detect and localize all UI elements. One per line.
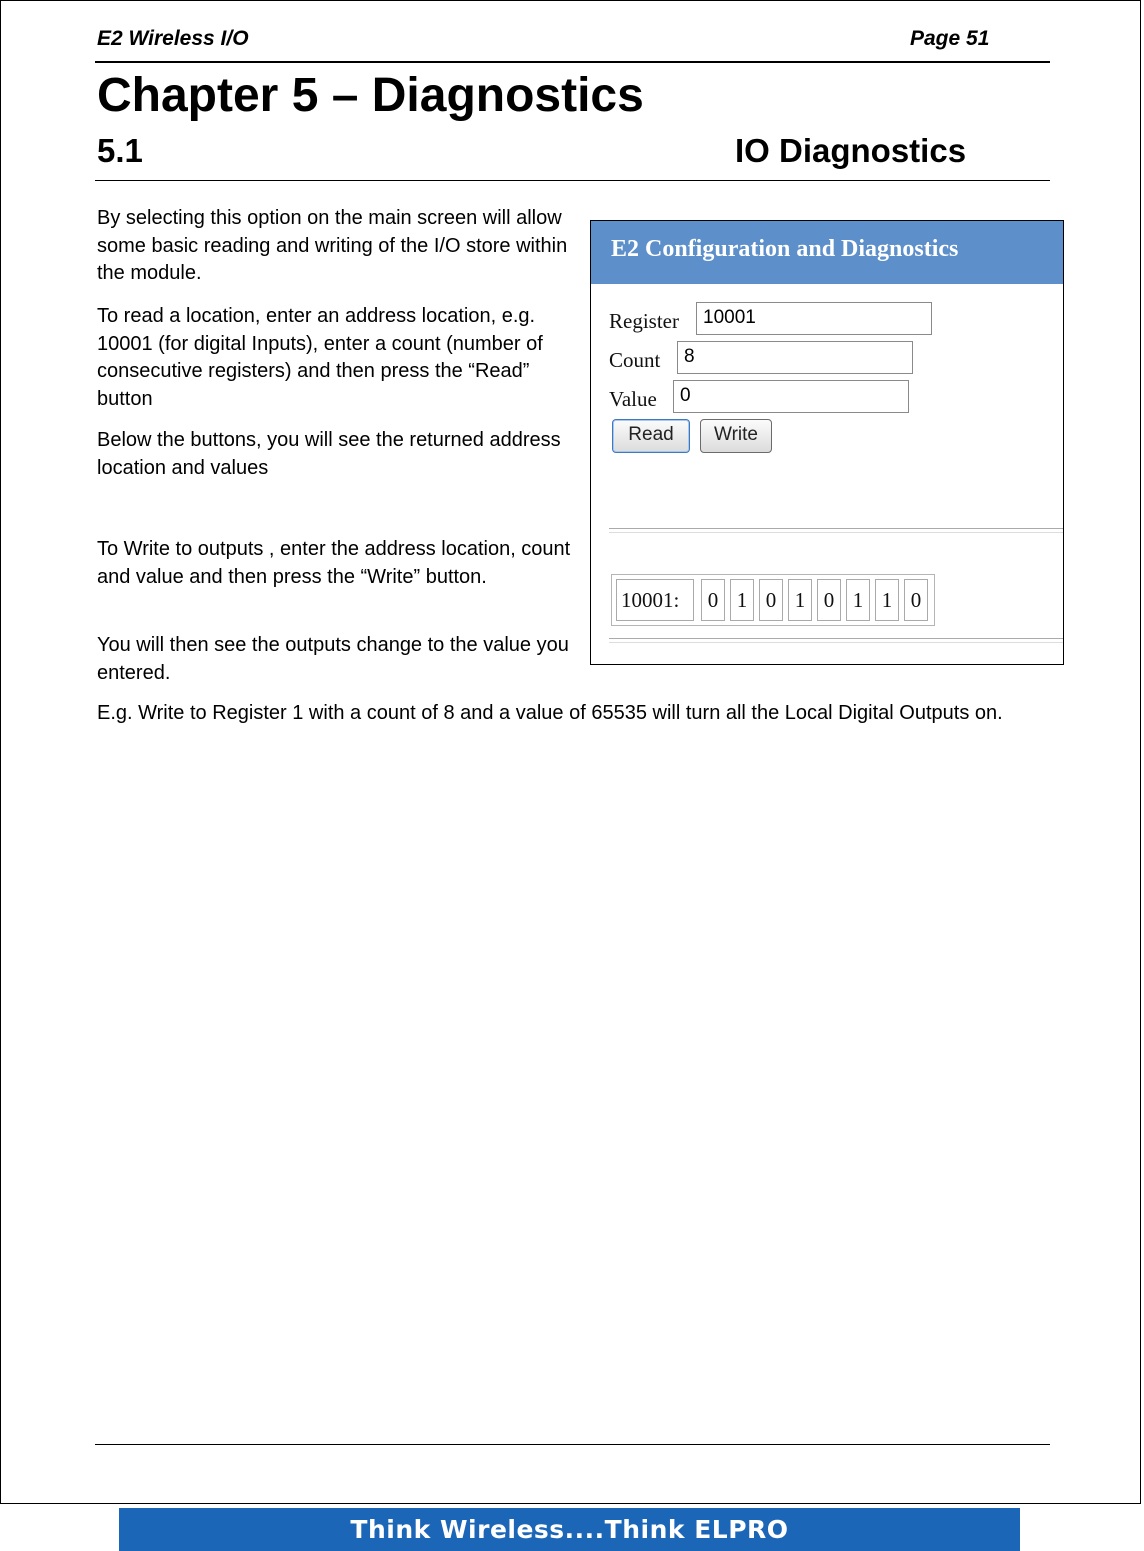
header-doc-title: E2 Wireless I/O (97, 27, 249, 50)
chapter-title: Chapter 5 – Diagnostics (97, 69, 644, 122)
result-value: 0 (904, 579, 928, 621)
result-value: 0 (759, 579, 783, 621)
count-label: Count (609, 348, 661, 372)
header-page-number: Page 51 (910, 27, 990, 50)
read-button[interactable]: Read (612, 419, 690, 453)
paragraph-read: To read a location, enter an address location, e.g. 10001 (for digital Inputs), enter a count (number of consecutive registers) and then press the “Read” button (97, 305, 543, 410)
footer-rule (95, 1444, 1050, 1445)
paragraph-returned: Below the buttons, you will see the returned address location and values (97, 429, 561, 479)
register-input[interactable]: 10001 (696, 302, 932, 335)
value-input[interactable]: 0 (673, 380, 909, 413)
diagnostics-screenshot (590, 220, 1064, 665)
result-value: 1 (875, 579, 899, 621)
paragraph-write: To Write to outputs , enter the address location, count and value and then press the “Write” button. (97, 538, 571, 588)
paragraph-example: E.g. Write to Register 1 with a count of 8 and a value of 65535 will turn all the Local Digital Outputs on. (97, 702, 1003, 724)
section-title: IO Diagnostics (735, 132, 967, 169)
result-value: 1 (846, 579, 870, 621)
result-value: 1 (788, 579, 812, 621)
footer-banner: Think Wireless....Think ELPRO (119, 1508, 1020, 1551)
result-value: 1 (730, 579, 754, 621)
section-rule (95, 180, 1050, 181)
screenshot-header-bar (591, 221, 1063, 284)
header-rule (95, 61, 1050, 63)
result-address: 10001: (616, 579, 694, 621)
register-label: Register (609, 309, 679, 333)
value-label: Value (609, 387, 657, 411)
separator (609, 528, 1063, 533)
paragraph-outputs: You will then see the outputs change to the value you entered. (97, 634, 569, 684)
write-button[interactable]: Write (700, 419, 772, 453)
section-number: 5.1 (97, 132, 143, 169)
count-input[interactable]: 8 (677, 341, 913, 374)
separator (609, 638, 1063, 643)
screenshot-title: E2 Configuration and Diagnostics (611, 236, 959, 262)
result-value: 0 (701, 579, 725, 621)
result-row (611, 574, 935, 626)
result-value: 0 (817, 579, 841, 621)
paragraph-intro: By selecting this option on the main screen will allow some basic reading and writing of the I/O store within the module. (97, 207, 568, 284)
